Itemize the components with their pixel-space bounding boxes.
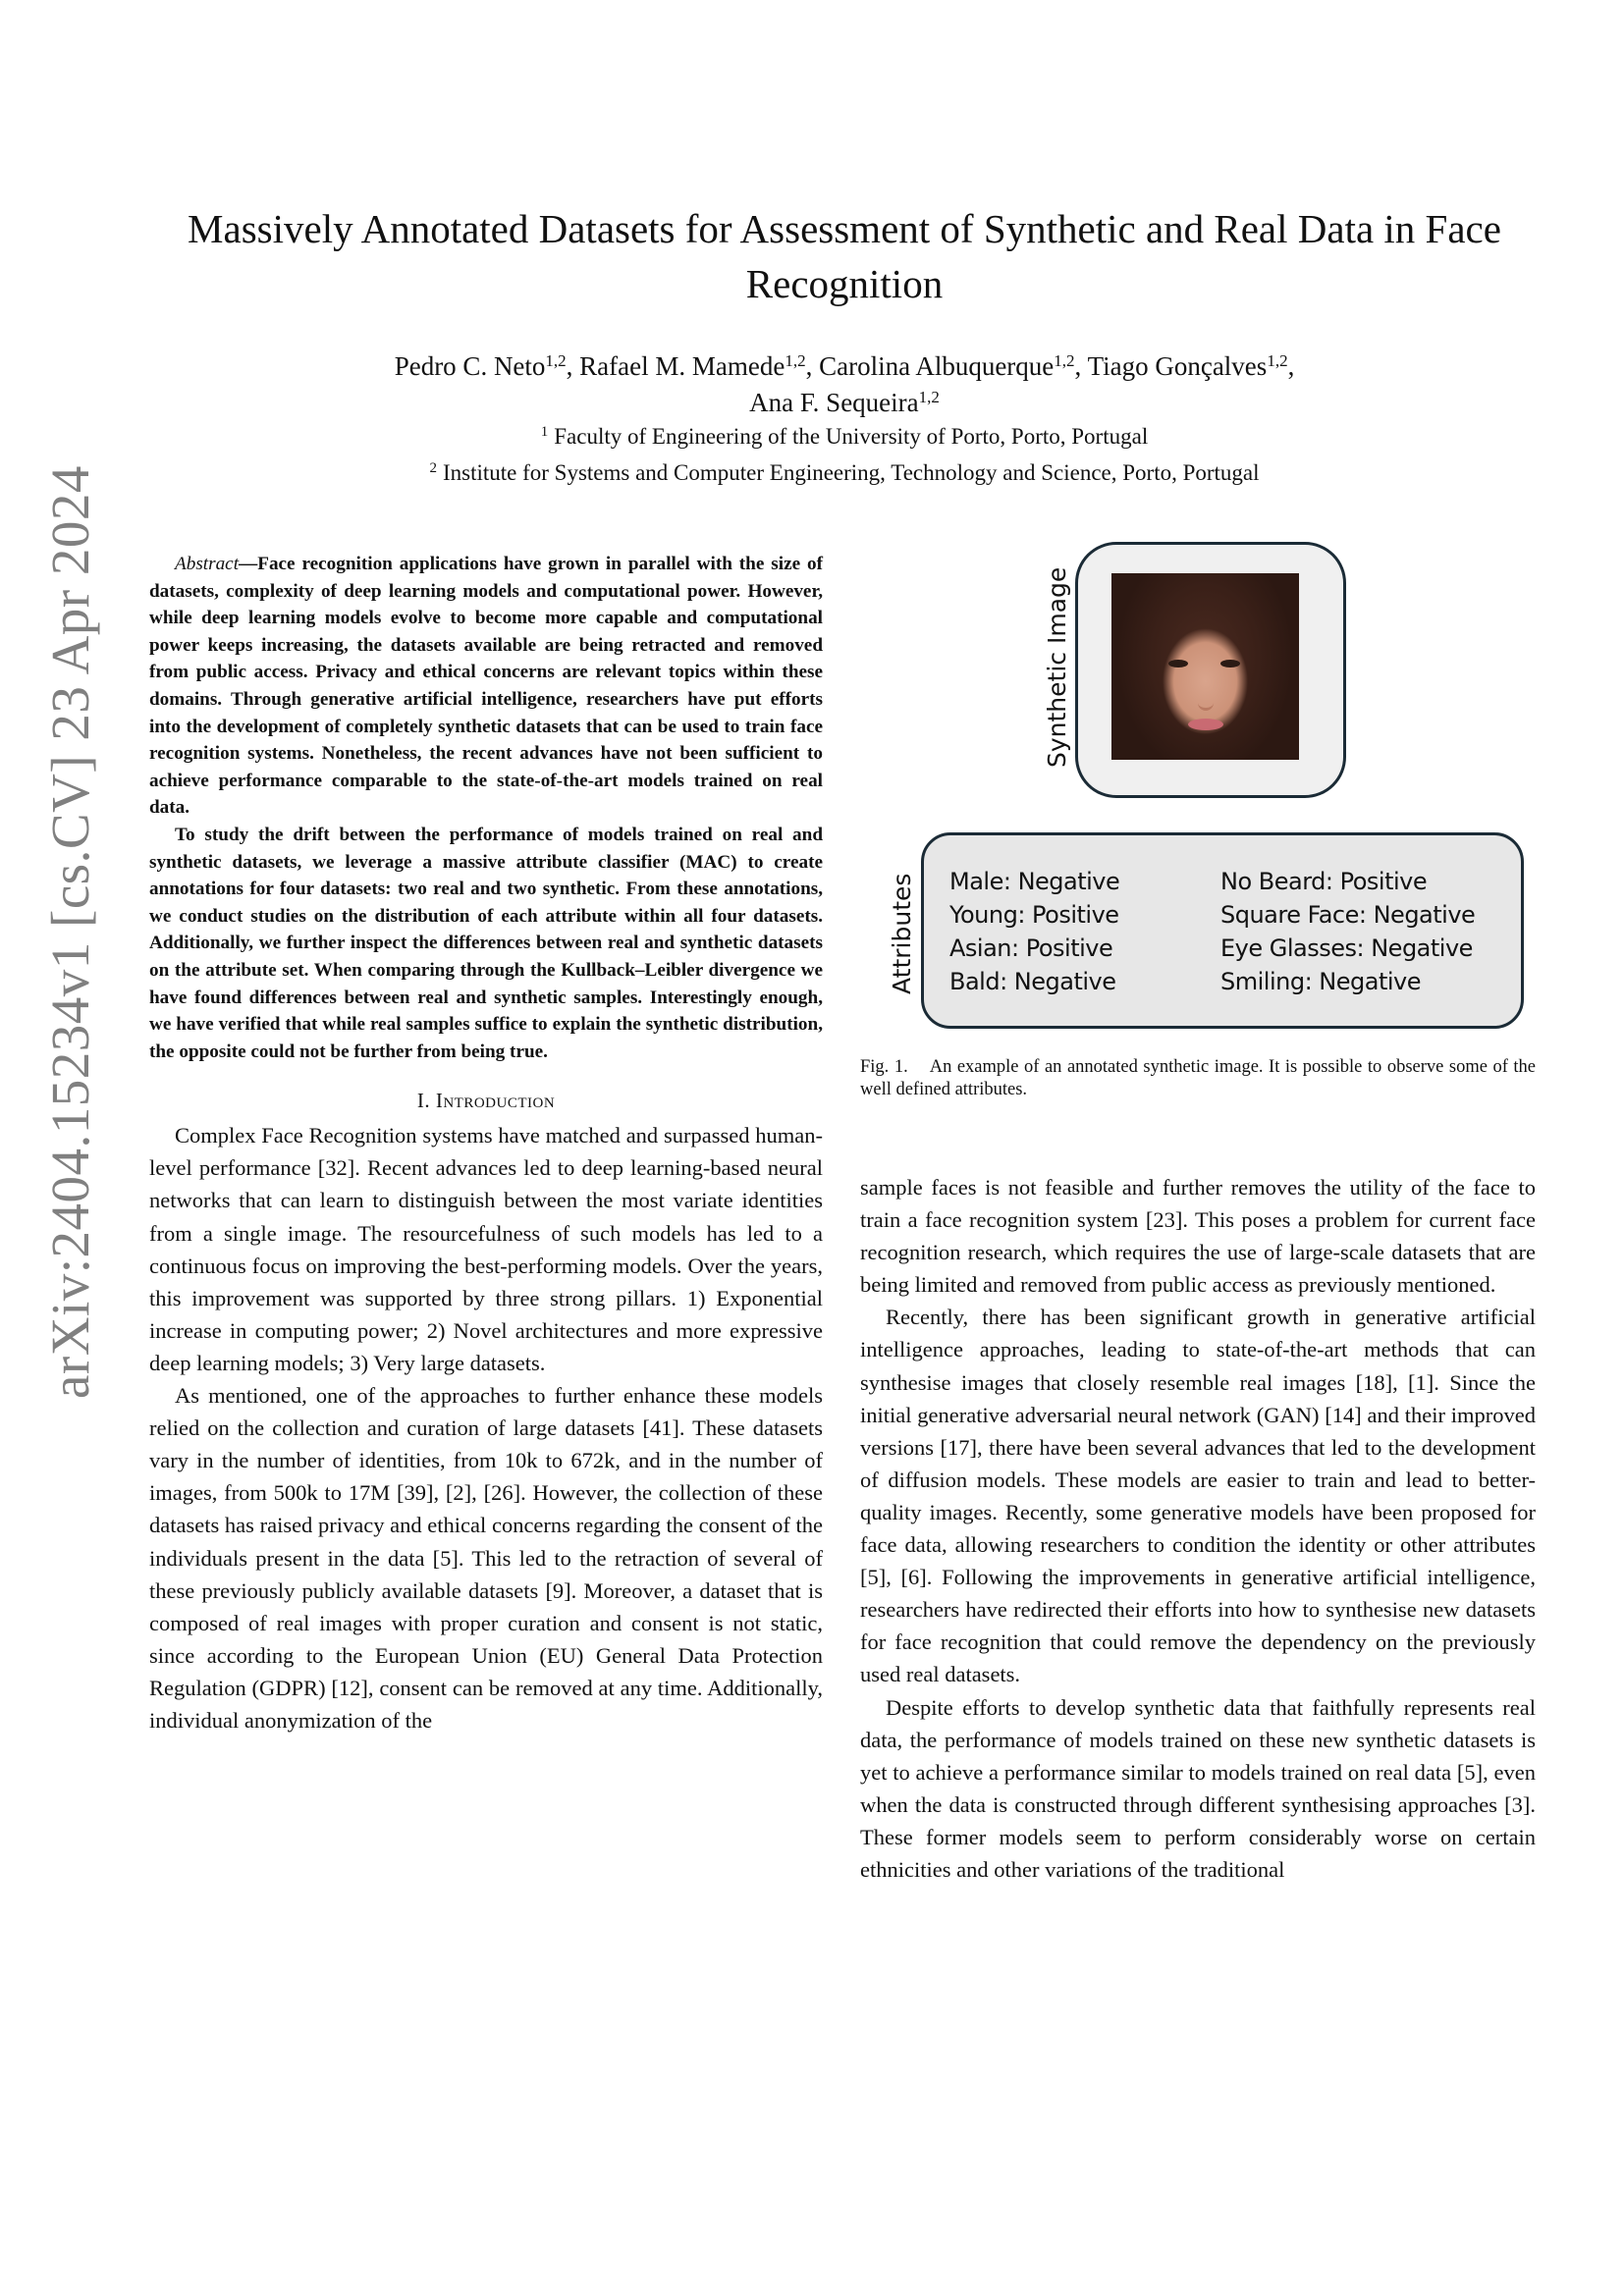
author: Carolina Albuquerque$^{1,2}$, <box>819 351 1088 381</box>
introduction-body <box>149 1119 823 1736</box>
synthetic-image-label: Synthetic Image <box>1043 566 1071 768</box>
body-paragraph: As mentioned, one of the approaches to further enhance these models relied on the collection and curation of large datasets [41]. These datasets vary in the number of identities, from 10k to 672k, and in the number of images, from 500k to 17M [39], [2], [26]. However, the collection of these datasets has raised privacy and ethical concerns regarding the consent of the individuals present in the data [5]. This led to the retraction of several of these previously publicly available datasets [9]. Moreover, a dataset that is composed of real images with proper curation and consent is not static, since according to the European Union (EU) General Data Protection Regulation (GDPR) [12], consent can be removed at any time. Additionally, individual anonymization of the <box>149 1383 823 1733</box>
body-paragraph: Complex Face Recognition systems have matched and surpassed human-level performance [32]. Recent advances led to deep learning-based neural networks that can learn to distinguish between the most variate identities from a single image. The resourcefulness of such models has led to a continuous focus on improving the best-performing models. Over the years, this improvement was supported by three strong pillars. 1) Exponential increase in computing power; 2) Novel architectures and more expressive deep learning models; 3) Very large datasets. <box>149 1123 823 1375</box>
paper-title: Massively Annotated Datasets for Assessment of Synthetic and Real Data in Face Recognition <box>188 206 1501 306</box>
author-list <box>137 348 1551 421</box>
figure-caption: Fig. 1. An example of an annotated synthetic image. It is possible to observe some of the well defined attributes. <box>860 1057 1536 1099</box>
arxiv-identifier-stamp: arXiv:2404.15234v1 [cs.CV] 23 Apr 2024 <box>40 465 100 1399</box>
attributes-card <box>921 832 1524 1029</box>
body-paragraph: sample faces is not feasible and further removes the utility of the face to train a face recognition system [23]. This poses a problem for current face recognition research, which requires the use of large-scale datasets that are being limited and removed from public access as previously mentioned. <box>860 1175 1536 1298</box>
attributes-column-right <box>1220 865 1475 998</box>
section-heading-introduction: I. Introduction <box>416 1089 556 1113</box>
left-column <box>149 551 823 1736</box>
attribute-item: No Beard: Positive <box>1220 868 1428 895</box>
body-paragraph: Recently, there has been significant growth in generative artificial intelligence approaches, leading to state-of-the-art methods that can synthesise images that closely resemble real images [18], [1]. Since the initial generative adversarial neural network (GAN) [14] and their improved versions [17], there have been several advances that led to the development of diffusion models. These models are easier to train and lead to better-quality images. Recently, some generative models have been proposed for face data, allowing researchers to condition the identity or other attributes [5], [6]. Following the improvements in generative artificial intelligence, researchers have redirected their efforts into how to synthesise new datasets for face recognition that could remove the dependency on the previously used real datasets. <box>860 1305 1536 1687</box>
abstract-paragraph: To study the drift between the performance of models trained on real and synthetic datasets, we leverage a massive attribute classifier (MAC) to create annotations for four datasets: two real and two synthetic. From these annotations, we conduct studies on the distribution of each attribute within all four datasets. Additionally, we further inspect the differences between real and synthetic datasets on the attribute set. When comparing through the Kullback–Leibler divergence we have found differences between real and synthetic samples. Interestingly enough, we have verified that while real samples suffice to explain the synthetic distribution, the opposite could not be further from being true. <box>149 824 823 1062</box>
attribute-item: Smiling: Negative <box>1220 968 1421 995</box>
attribute-item: Bald: Negative <box>949 968 1116 995</box>
attribute-item: Asian: Positive <box>949 934 1113 962</box>
attribute-item: Eye Glasses: Negative <box>1220 934 1473 962</box>
author: Rafael M. Mamede$^{1,2}$, <box>579 351 820 381</box>
author: Ana F. Sequeira$^{1,2}$ <box>749 388 940 417</box>
affiliation: $^1$ Faculty of Engineering of the University of Porto, Porto, Portugal <box>540 424 1149 449</box>
body-paragraph: Despite efforts to develop synthetic data that faithfully represents real data, the performance of models trained on these new synthetic datasets is yet to achieve a performance similar to models trained on real data [5], even when the data is constructed through different synthesising approaches [3]. These former models seem to perform considerably worse on certain ethnicities and other variations of the traditional <box>860 1694 1536 1882</box>
author: Tiago Gonçalves$^{1,2}$, <box>1087 351 1295 381</box>
synthetic-face-image <box>1111 573 1299 760</box>
attribute-item: Young: Positive <box>949 901 1119 929</box>
figure-number: Fig. 1. <box>860 1057 908 1077</box>
right-column <box>860 1171 1536 1886</box>
abstract <box>149 551 823 1065</box>
author: Pedro C. Neto$^{1,2}$, <box>394 351 580 381</box>
attributes-column-left <box>949 865 1119 998</box>
attribute-item: Male: Negative <box>949 868 1120 895</box>
attribute-item: Square Face: Negative <box>1220 901 1476 929</box>
abstract-paragraph: Abstract—Face recognition applications have grown in parallel with the size of datasets, complexity of deep learning models and computational power. However, while deep learning models evolve to become more capable and computational power keeps increasing, the datasets available are being retracted and removed from public access. Privacy and ethical concerns are relevant topics within these domains. Through generative artificial intelligence, researchers have put efforts into the development of completely synthetic datasets that can be used to train face recognition systems. Nonetheless, the recent advances have not been sufficient to achieve performance comparable to the state-of-the-art models trained on real data. <box>149 554 823 819</box>
attributes-label: Attributes <box>888 873 916 994</box>
affiliation: $^2$ Institute for Systems and Computer Engineering, Technology and Science, Porto, Portugal <box>429 460 1260 485</box>
abstract-label: Abstract <box>175 554 240 574</box>
